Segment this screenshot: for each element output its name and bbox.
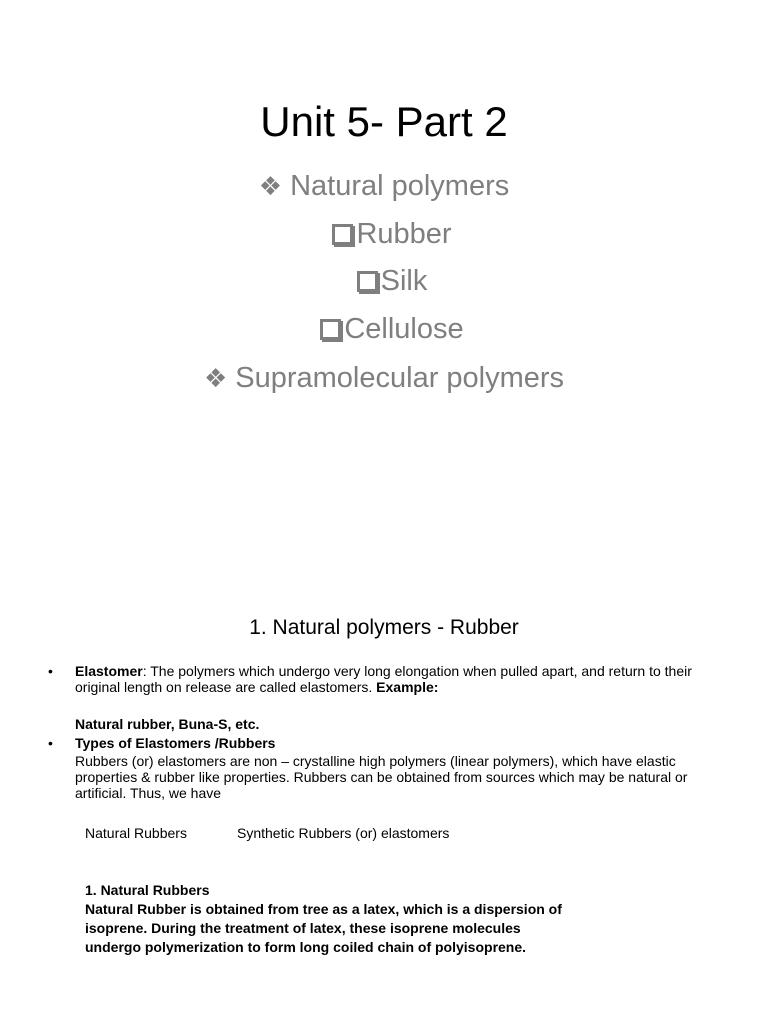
elastomer-term: Elastomer (75, 663, 143, 679)
synthetic-rubbers-label: Synthetic Rubbers (or) elastomers (237, 825, 450, 841)
paragraph-line: isoprene. During the treatment of latex, these isoprene molecules (85, 920, 521, 936)
diamond-bullet-icon: ❖ (203, 363, 228, 393)
natural-rubbers-label: Natural Rubbers (85, 825, 187, 841)
types-heading: Types of Elastomers /Rubbers (75, 735, 276, 751)
outline-item-supramolecular-polymers (0, 360, 768, 396)
outline-item-label: Silk (380, 265, 428, 297)
natural-rubbers-heading: 1. Natural Rubbers (85, 882, 210, 898)
example-label: Example: (376, 679, 439, 695)
bullet-icon: • (48, 663, 53, 679)
section-title: 1. Natural polymers - Rubber (249, 616, 519, 639)
outline-item-label: Cellulose (344, 313, 464, 345)
outline-item-cellulose (8, 311, 768, 347)
elastomer-definition-text: : The polymers which undergo very long elongation when pulled apart, and return to their original length on release are called elastomers. (75, 663, 692, 695)
checkbox-bullet-icon (357, 271, 378, 292)
paragraph-line: undergo polymerization to form long coiled chain of polyisoprene. (85, 939, 527, 955)
diamond-bullet-icon: ❖ (258, 171, 283, 201)
outline-item-label: Natural polymers (290, 170, 510, 202)
outline-item-label: Rubber (356, 218, 452, 250)
outline-item-natural-polymers (0, 168, 768, 204)
outline-item-silk (8, 263, 768, 299)
outline-item-label: Supramolecular polymers (235, 362, 565, 394)
rubber-categories-row (85, 825, 450, 841)
natural-rubbers-paragraph (85, 900, 585, 957)
outline-item-rubber (8, 216, 768, 252)
types-paragraph: Rubbers (or) elastomers are non – crystalline high polymers (linear polymers), which have elastic properties & rubber like properties. Rubbers can be obtained from sources which may be natural or artificial. Thus, we have (75, 753, 688, 801)
page-title: Unit 5- Part 2 (260, 98, 508, 145)
checkbox-bullet-icon (320, 319, 341, 340)
paragraph-line: Natural Rubber is obtained from tree as a latex, which is a dispersion of (85, 901, 562, 917)
elastomer-definition (75, 663, 725, 695)
bullet-icon: • (48, 735, 53, 751)
slide-title-page (0, 0, 768, 420)
example-text: Natural rubber, Buna-S, etc. (75, 716, 260, 732)
checkbox-bullet-icon (332, 224, 353, 245)
